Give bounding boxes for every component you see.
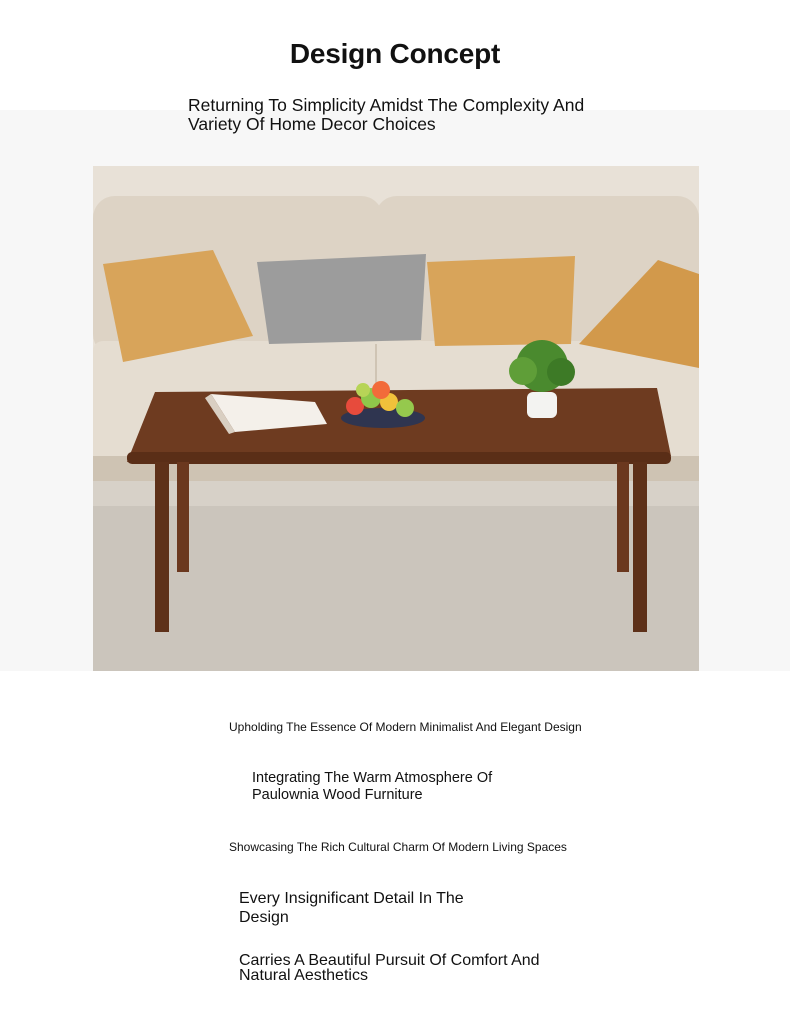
- table-leg: [617, 462, 629, 572]
- table-leg: [633, 462, 647, 632]
- pillow-gray: [257, 254, 426, 344]
- page-title: Design Concept: [289, 38, 501, 69]
- caption-line-1: Upholding The Essence Of Modern Minimalist And Elegant Design: [229, 720, 582, 734]
- living-room-photo: [93, 166, 699, 671]
- caption-line-2: Integrating The Warm Atmosphere Of Paulownia Wood Furniture: [252, 770, 493, 803]
- page-subtitle: Returning To Simplicity Amidst The Complexity And Variety Of Home Decor Choices: [188, 95, 585, 134]
- plant-pot: [527, 392, 557, 418]
- table-leg: [155, 462, 169, 632]
- caption-line-4: Every Insignificant Detail In The Design: [239, 890, 464, 926]
- caption-line-5: Carries A Beautiful Pursuit Of Comfort And Natural Aesthetics: [239, 952, 540, 984]
- caption-line-3: Showcasing The Rich Cultural Charm Of Modern Living Spaces: [229, 840, 567, 854]
- table-leg: [177, 462, 189, 572]
- pillow-middle: [427, 256, 575, 346]
